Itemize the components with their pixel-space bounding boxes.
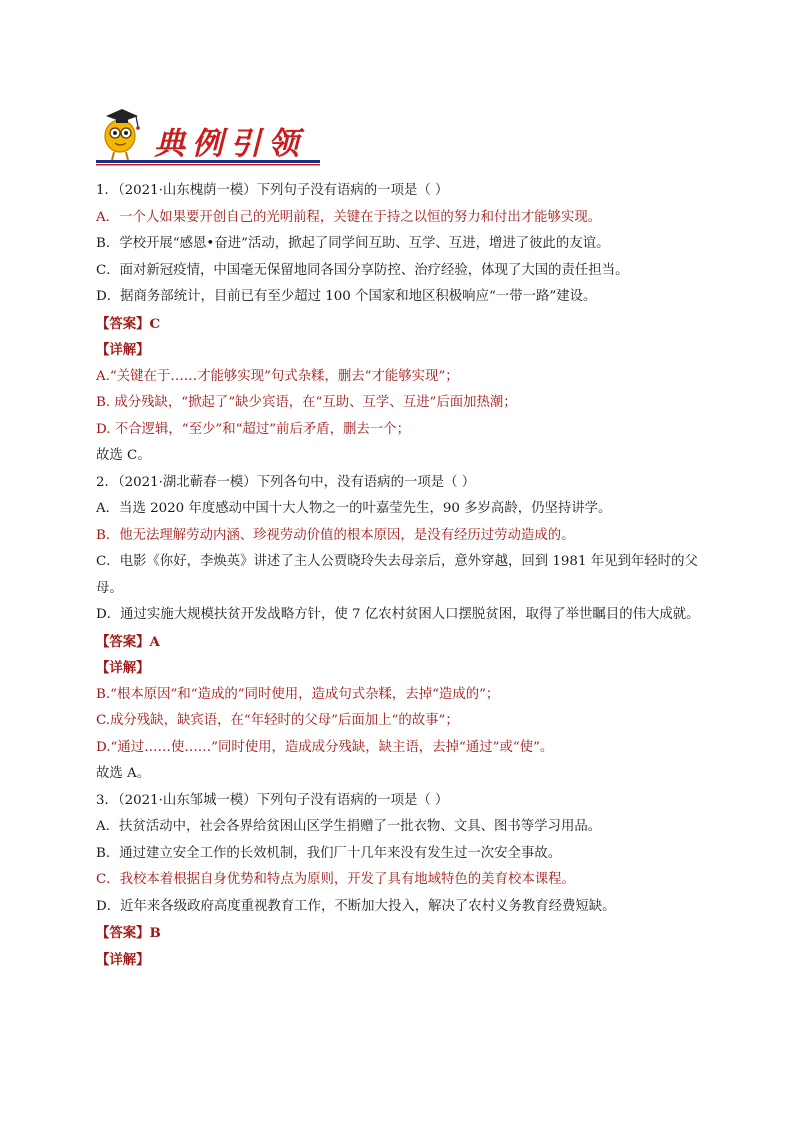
detail-line: B.“根本原因”和“造成的”同时使用，造成句式杂糅，去掉“造成的”； <box>96 686 500 702</box>
option-b: B．他无法理解劳动内涵、珍视劳动价值的根本原因，是没有经历过劳动造成的。 <box>96 527 575 543</box>
question-stem: 2．（2021·湖北蕲春一模）下列各句中，没有语病的一项是（ ） <box>96 474 476 490</box>
detail-label: 【详解】 <box>96 660 150 676</box>
detail-line: B. 成分残缺，“掀起了”缺少宾语，在“互助、互学、互进”后面加热潮； <box>96 395 517 410</box>
detail-line: C.成分残缺，缺宾语，在“年轻时的父母”后面加上“的故事”； <box>96 713 459 728</box>
option-d: D．通过实施大规模扶贫开发战略方针，使 7 亿农村贫困人口摆脱贫困，取得了举世瞩目的伟大成就。 <box>96 607 700 622</box>
option-b: B．通过建立安全工作的长效机制，我们厂十几年来没有发生过一次安全事故。 <box>96 845 562 861</box>
option-d: D．近年来各级政府高度重视教育工作，不断加大投入，解决了农村义务教育经费短缺。 <box>96 898 616 914</box>
conclusion: 故选 A。 <box>96 766 151 781</box>
section-title: 典例引领 <box>154 126 306 162</box>
option-a: A．一个人如果要开创自己的光明前程，关键在于持之以恒的努力和付出才能够实现。 <box>96 209 602 225</box>
question-stem: 1．（2021·山东槐荫一模）下列句子没有语病的一项是（ ） <box>96 183 449 198</box>
option-c: C．我校本着根据自身优势和特点为原则，开发了具有地域特色的美育校本课程。 <box>96 872 575 887</box>
detail-label: 【详解】 <box>96 951 150 968</box>
option-c: C．电影《你好，李焕英》讲述了主人公贾晓玲失去母亲后，意外穿越，回到 1981 年见到年轻时的父母。 <box>96 554 698 596</box>
section-header <box>96 100 320 166</box>
answer-label: 【答案】B <box>96 925 161 941</box>
option-a: A．当选 2020 年度感动中国十大人物之一的叶嘉莹先生，90 多岁高龄，仍坚持讲学。 <box>96 501 612 516</box>
option-c: C．面对新冠疫情，中国毫无保留地同各国分享防控、治疗经验，体现了大国的责任担当。 <box>96 262 629 278</box>
detail-line: D.“通过……使……”同时使用，造成成分残缺，缺主语，去掉“通过”或“使”。 <box>96 739 554 755</box>
question-stem: 3．（2021·山东邹城一模）下列句子没有语病的一项是（ ） <box>96 792 449 808</box>
detail-line: D. 不合逻辑，“至少”和“超过”前后矛盾，删去一个； <box>96 421 410 437</box>
detail-label: 【详解】 <box>96 342 150 358</box>
detail-line: A.“关键在于……才能够实现”句式杂糅，删去“才能够实现”； <box>96 368 459 384</box>
option-d: D．据商务部统计，目前已有至少超过 100 个国家和地区积极响应“一带一路”建设。 <box>96 289 597 304</box>
option-b: B．学校开展“感恩•奋进”活动，掀起了同学间互助、互学、互进，增进了彼此的友谊。 <box>96 236 610 251</box>
option-a: A．扶贫活动中，社会各界给贫困山区学生捐赠了一批衣物、文具、图书等学习用品。 <box>96 819 602 834</box>
document-body <box>96 178 706 973</box>
answer-label: 【答案】A <box>96 633 160 650</box>
conclusion: 故选 C。 <box>96 448 151 463</box>
answer-label: 【答案】C <box>96 315 161 332</box>
